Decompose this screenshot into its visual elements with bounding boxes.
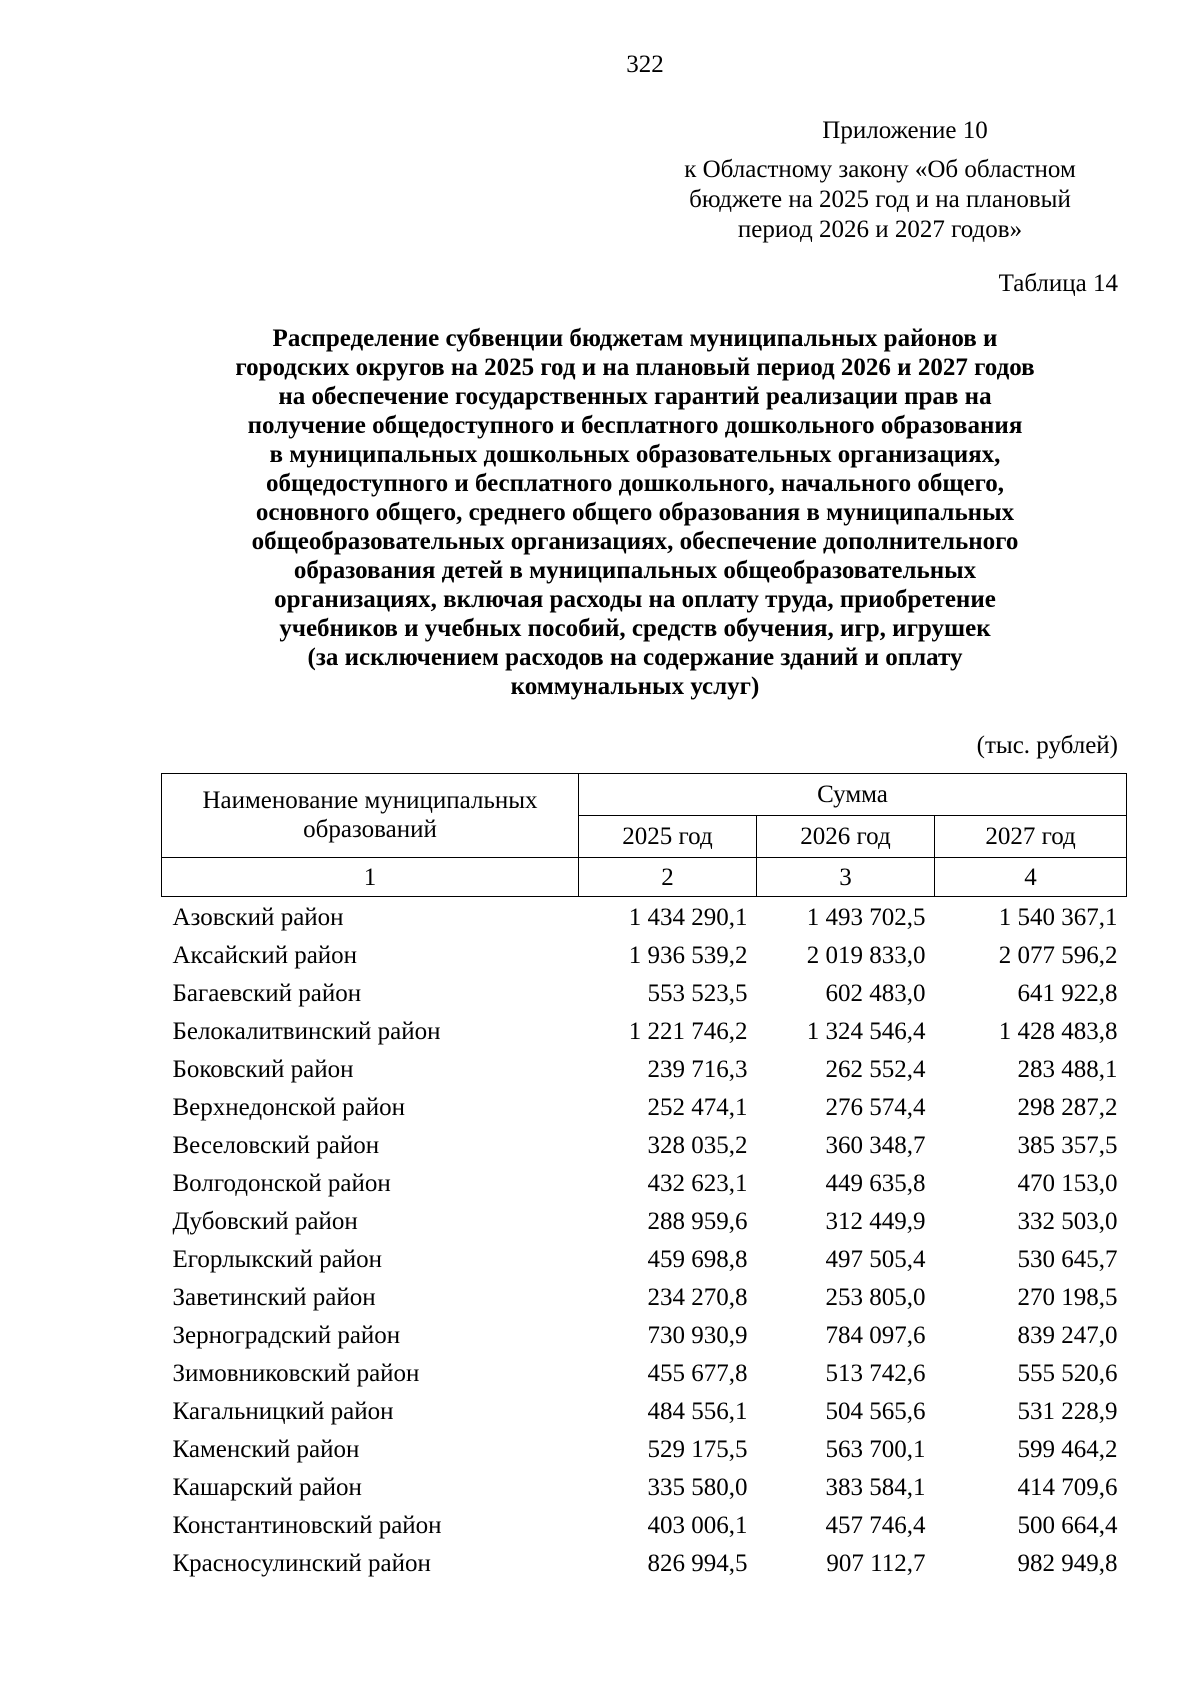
amount-2027: 839 247,0 [1017,1322,1118,1349]
amount-2026: 907 112,7 [826,1550,926,1577]
amount-2027: 599 464,2 [1017,1436,1118,1463]
appendix-label: Приложение 10 [822,117,988,144]
municipality-name: Зерноградский район [172,1322,401,1349]
page-number: 322 [626,51,664,78]
table-row [162,1051,1127,1089]
table-row [162,1127,1127,1165]
table-row [162,1089,1127,1127]
amount-2026: 2 019 833,0 [806,942,926,969]
amount-2026: 276 574,4 [825,1094,926,1121]
title-line: получение общедоступного и бесплатного дошкольного образования [247,412,1023,439]
municipality-name: Зимовниковский район [172,1360,420,1387]
table-row [162,1507,1127,1545]
amount-2026: 312 449,9 [825,1208,926,1235]
units-label: (тыс. рублей) [976,732,1118,759]
amount-2026: 253 805,0 [825,1284,926,1311]
table-row [162,1469,1127,1507]
subvention-table [161,773,1127,1583]
title-line: городских округов на 2025 год и на плановый период 2026 и 2027 годов [235,354,1035,381]
table-row [162,1355,1127,1393]
municipality-name: Дубовский район [172,1208,358,1235]
table-row [162,1279,1127,1317]
amount-2026: 449 635,8 [825,1170,926,1197]
amount-2026: 1 493 702,5 [806,904,926,931]
amount-2025: 826 994,5 [647,1550,748,1577]
amount-2026: 513 742,6 [825,1360,926,1387]
amount-2025: 484 556,1 [647,1398,748,1425]
amount-2026: 457 746,4 [825,1512,926,1539]
municipality-name: Боковский район [172,1056,354,1083]
amount-2025: 459 698,8 [647,1246,748,1273]
law-reference [640,155,1120,245]
table-row [162,975,1127,1013]
title-line: общедоступного и бесплатного дошкольного, начального общего, [265,470,1005,497]
title-line: учебников и учебных пособий, средств обучения, игр, игрушек [279,615,991,642]
law-reference-line: период 2026 и 2027 годов» [737,216,1023,243]
title-line: в муниципальных дошкольных образовательных организациях, [269,441,1001,468]
column-number: 3 [757,858,935,897]
column-number: 4 [935,858,1127,897]
table-label: Таблица 14 [998,270,1118,297]
title-line: коммунальных услуг) [510,673,760,700]
amount-2027: 1 428 483,8 [998,1018,1118,1045]
amount-2025: 553 523,5 [647,980,748,1007]
amount-2025: 288 959,6 [647,1208,748,1235]
amount-2027: 982 949,8 [1017,1550,1118,1577]
amount-2025: 252 474,1 [647,1094,748,1121]
title-line: общеобразовательных организациях, обеспечение дополнительного [251,528,1019,555]
table-row [162,1203,1127,1241]
title-line: на обеспечение государственных гарантий реализации прав на [278,383,992,410]
amount-2025: 1 221 746,2 [628,1018,748,1045]
amount-2026: 360 348,7 [825,1132,926,1159]
amount-2025: 455 677,8 [647,1360,748,1387]
amount-2026: 504 565,6 [825,1398,926,1425]
header-year-2025: 2025 год [579,816,757,858]
municipality-name: Каменский район [172,1436,360,1463]
title-line: основного общего, среднего общего образования в муниципальных [255,499,1015,526]
header-sum: Сумма [579,774,1127,816]
amount-2027: 414 709,6 [1017,1474,1118,1501]
title-line: образования детей в муниципальных общеобразовательных [293,557,977,584]
table-row [162,937,1127,975]
table-row [162,897,1127,938]
amount-2026: 1 324 546,4 [806,1018,926,1045]
law-reference-line: к Областному закону «Об областном [684,156,1076,183]
header-name: Наименование муниципальных образований [162,774,579,858]
amount-2027: 530 645,7 [1017,1246,1118,1273]
table-row [162,1431,1127,1469]
table-row [162,1393,1127,1431]
amount-2026: 383 584,1 [825,1474,926,1501]
amount-2027: 283 488,1 [1017,1056,1118,1083]
amount-2027: 500 664,4 [1017,1512,1118,1539]
table-row [162,1013,1127,1051]
amount-2027: 385 357,5 [1017,1132,1118,1159]
amount-2025: 1 434 290,1 [628,904,748,931]
amount-2025: 403 006,1 [647,1512,748,1539]
amount-2027: 1 540 367,1 [998,904,1118,931]
title-line: организациях, включая расходы на оплату труда, приобретение [274,586,996,613]
amount-2027: 531 228,9 [1017,1398,1118,1425]
amount-2027: 332 503,0 [1017,1208,1118,1235]
municipality-name: Белокалитвинский район [172,1018,441,1045]
amount-2027: 298 287,2 [1017,1094,1118,1121]
amount-2027: 270 198,5 [1017,1284,1118,1311]
table-row [162,1317,1127,1355]
amount-2027: 555 520,6 [1017,1360,1118,1387]
table-row [162,1165,1127,1203]
amount-2027: 2 077 596,2 [998,942,1118,969]
municipality-name: Волгодонской район [172,1170,391,1197]
municipality-name: Азовский район [172,904,344,931]
amount-2026: 602 483,0 [825,980,926,1007]
title-line: (за исключением расходов на содержание зданий и оплату [307,644,963,671]
title-line: Распределение субвенции бюджетам муниципальных районов и [272,325,998,352]
amount-2025: 234 270,8 [647,1284,748,1311]
amount-2026: 497 505,4 [825,1246,926,1273]
municipality-name: Кашарский район [172,1474,362,1501]
table-row [162,1545,1127,1583]
amount-2025: 328 035,2 [647,1132,748,1159]
amount-2025: 335 580,0 [647,1474,748,1501]
municipality-name: Заветинский район [172,1284,376,1311]
amount-2025: 239 716,3 [647,1056,748,1083]
column-number: 1 [162,858,579,897]
column-number: 2 [579,858,757,897]
table-row [162,1241,1127,1279]
document-title [165,324,1105,701]
amount-2025: 432 623,1 [647,1170,748,1197]
municipality-name: Кагальницкий район [172,1398,394,1425]
municipality-name: Красносулинский район [172,1550,431,1577]
amount-2026: 262 552,4 [825,1056,926,1083]
amount-2026: 784 097,6 [825,1322,926,1349]
amount-2026: 563 700,1 [825,1436,926,1463]
table-body [162,897,1127,1584]
municipality-name: Константиновский район [172,1512,442,1539]
municipality-name: Веселовский район [172,1132,380,1159]
municipality-name: Аксайский район [172,942,358,969]
header-year-2027: 2027 год [935,816,1127,858]
law-reference-line: бюджете на 2025 год и на плановый [689,186,1071,213]
header-year-2026: 2026 год [757,816,935,858]
municipality-name: Багаевский район [172,980,362,1007]
municipality-name: Верхнедонской район [172,1094,405,1121]
municipality-name: Егорлыкский район [172,1246,382,1273]
amount-2025: 529 175,5 [647,1436,748,1463]
amount-2027: 470 153,0 [1017,1170,1118,1197]
amount-2025: 1 936 539,2 [628,942,748,969]
amount-2027: 641 922,8 [1017,980,1118,1007]
amount-2025: 730 930,9 [647,1322,748,1349]
